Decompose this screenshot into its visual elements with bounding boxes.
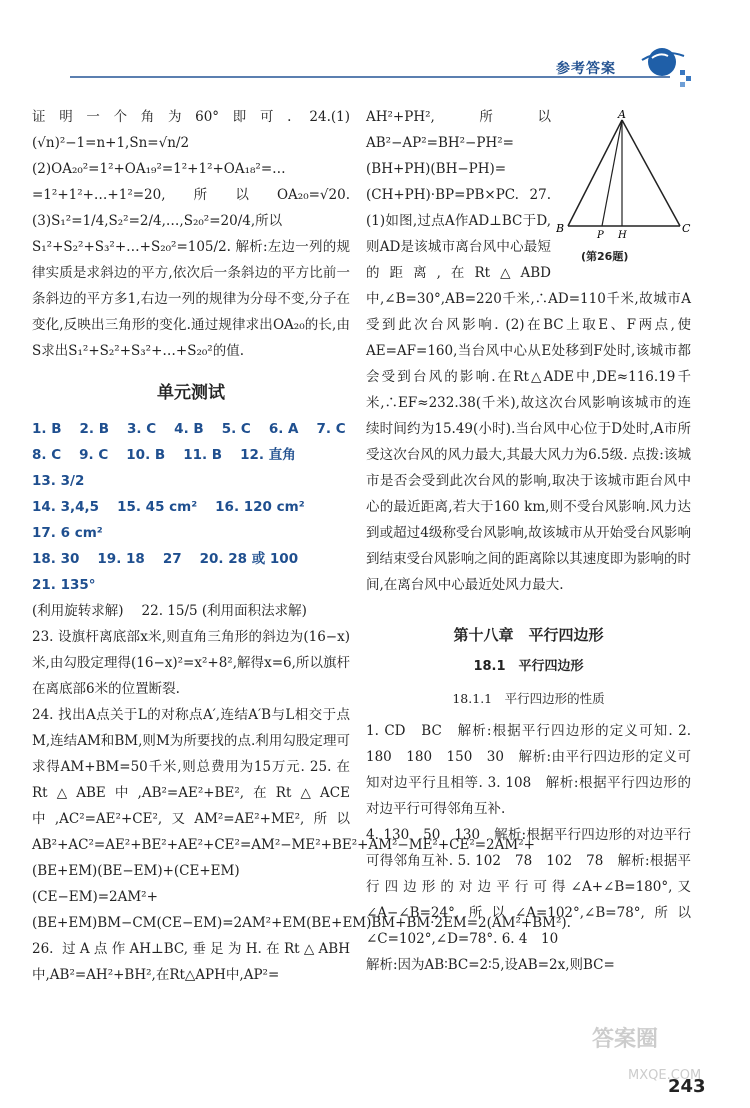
- section-heading: 18.1 平行四边形: [473, 659, 584, 674]
- answer: 3. C: [127, 421, 157, 437]
- answer-row-3: [32, 494, 350, 546]
- right-column: [366, 104, 691, 978]
- answer: 8. C: [32, 447, 62, 463]
- answers-4-6: 4. 130 50 130 解析:根据平行四边形的对边平行可得邻角互补. 5. 102 78 102 78 解析:根据平行四边形的对边平行可得∠A+∠B=180°,又∠A−∠B=24°,所以∠A=102°,∠B=78°,所以∠C=102°,∠D=78°. 6. 4 10: [366, 827, 691, 947]
- answer: 9. C: [79, 447, 109, 463]
- figure-caption: (第26题): [581, 250, 629, 263]
- answer: 16. 120 cm²: [215, 499, 305, 515]
- answer: 15. 45 cm²: [117, 499, 198, 515]
- header-title: 参考答案: [556, 61, 616, 77]
- solution-26-27: AH²+PH²,所以AB²−AP²=BH²−PH²=(BH+PH)(BH−PH)=(CH+PH)·BP=PB×PC. 27.(1)如图,过点A作AD⊥BC于D,则AD是该城市离台风中心最短的距离,在Rt△ABD中,∠B=30°,AB=220千米,∴AD=110千米,故城市A受到此次台风影响. (2)在BC上取E、F两点,使AE=AF=160,当台风中心从E处移到F处时,该城市都会受到台风的影响.在Rt△ADE中,DE≈116.19千米,∴EF≈232.38(千米),故这次台风影响该城市的连续时间约为15.49(小时).当台风中心位于D处时,A市所受这次台风的风力最大,其最大风力为6.5级. 点拨:该城市是否会受到此次台风的影响,取决于该城市距台风中心的最近距离,若大于160 km,则不受台风影响.风力达到或超过4级称受台风影响,故该城市从开始受台风影响到结束受台风影响之间的距离除以其速度即为影响的时间,在离台风中心最近处风力最大.: [366, 109, 691, 593]
- page-number: 243: [668, 1076, 706, 1097]
- answer: 20. 28 或 100: [199, 551, 299, 567]
- label-h: H: [618, 230, 627, 238]
- answer-row-2: [32, 442, 350, 494]
- answer: 12. 直角: [240, 447, 296, 463]
- answer: 2. B: [79, 421, 110, 437]
- answer: 13. 3/2: [32, 473, 85, 489]
- section-title: 单元测试: [157, 383, 225, 403]
- answer: 18. 30: [32, 551, 80, 567]
- answer-analysis: 解析:因为AB∶BC=2∶5,设AB=2x,则BC=: [366, 957, 615, 973]
- watermark-url: MXQE.COM: [628, 1068, 702, 1083]
- answer: 11. B: [183, 447, 223, 463]
- answer-note: (利用旋转求解): [32, 603, 124, 619]
- figure-space: [551, 104, 691, 264]
- answer-note: 22. 15/5 (利用面积法求解): [141, 603, 307, 619]
- solution-23: 23. 设旗杆离底部x米,则直角三角形的斜边为(16−x)米,由勾股定理得(16−x)²=x²+8²,解得x=6,所以旗杆在离底部6米的位置断裂.: [32, 629, 350, 697]
- answer: 14. 3,4,5: [32, 499, 100, 515]
- answer: 27: [162, 551, 182, 567]
- label-b: B: [556, 222, 565, 235]
- solution-26: 26. 过A点作AH⊥BC,垂足为H.在Rt△ABH中,AB²=AH²+BH²,在Rt△APH中,AP²=: [32, 941, 350, 983]
- answer: 10. B: [126, 447, 166, 463]
- answer: 17. 6 cm²: [32, 525, 103, 541]
- answer: 7. C: [316, 421, 346, 437]
- answers-1-3: 1. CD BC 解析:根据平行四边形的定义可知. 2. 180 180 150 30 解析:由平行四边形的定义可知对边平行且相等. 3. 108 解析:根据平行四边形的对边平行可得邻角互补.: [366, 723, 691, 817]
- watermark: 答案圈: [592, 1027, 659, 1052]
- chapter-title: 第十八章 平行四边形: [453, 626, 604, 644]
- subsection-heading: 18.1.1 平行四边形的性质: [452, 691, 605, 706]
- label-a: A: [618, 108, 626, 121]
- answer: 21. 135°: [32, 577, 96, 593]
- answer: 4. B: [174, 421, 204, 437]
- answer: 5. C: [221, 421, 251, 437]
- answer-row-4: [32, 546, 350, 598]
- answer-row-1: [32, 416, 350, 442]
- logo-icon: [632, 30, 692, 90]
- answer: 6. A: [268, 421, 299, 437]
- solution-24-25: 24. 找出A点关于L的对称点A′,连结A′B与L相交于点M,连结AM和BM,则M为所要找的点.利用勾股定理可求得AM+BM=50千米,则总费用为15万元. 25. 在Rt△ABE中,AB²=AE²+BE²,在Rt△ACE中,AC²=AE²+CE²,又AM²=AE²+ME²,所以AB²+AC²=AE²+BE²+AE²+CE²=AM²−ME²+BE²+AM²−ME²+CE²=2AM²+(BE+EM)(BE−EM)+(CE+EM)(CE−EM)=2AM²+(BE+EM)BM−CM(CE−EM)=2AM²+EM(BE+EM)BM+BM·2EM=2(AM²+BM²).: [32, 707, 571, 931]
- answer-row-5: [32, 598, 350, 624]
- answer: 19. 18: [97, 551, 145, 567]
- intro-paragraph-1: 证明一个角为60°即可. 24.(1)(√n)²−1=n+1,Sn=√n/2 (2)OA₂₀²=1²+OA₁₉²=1²+1²+OA₁₈²=…=1²+1²+…+1²=20,所以OA₂₀=√20. (3)S₁²=1/4,S₂²=2/4,…,S₂₀²=20/4,所以: [32, 109, 350, 229]
- answer: 1. B: [32, 421, 62, 437]
- label-p: P: [597, 230, 604, 238]
- page-header: [0, 0, 750, 120]
- label-c: C: [682, 222, 691, 235]
- intro-paragraph-2: S₁²+S₂²+S₃²+…+S₂₀²=105/2. 解析:左边一列的规律实质是求斜边的平方,依次后一条斜边的平方比前一条斜边的平方多1,右边一列的规律为分母不变,分子在变化,反映出三角形的变化.通过规律求出OA₂₀的长,由S求出S₁²+S₂²+S₃²+…+S₂₀²的值.: [32, 239, 350, 359]
